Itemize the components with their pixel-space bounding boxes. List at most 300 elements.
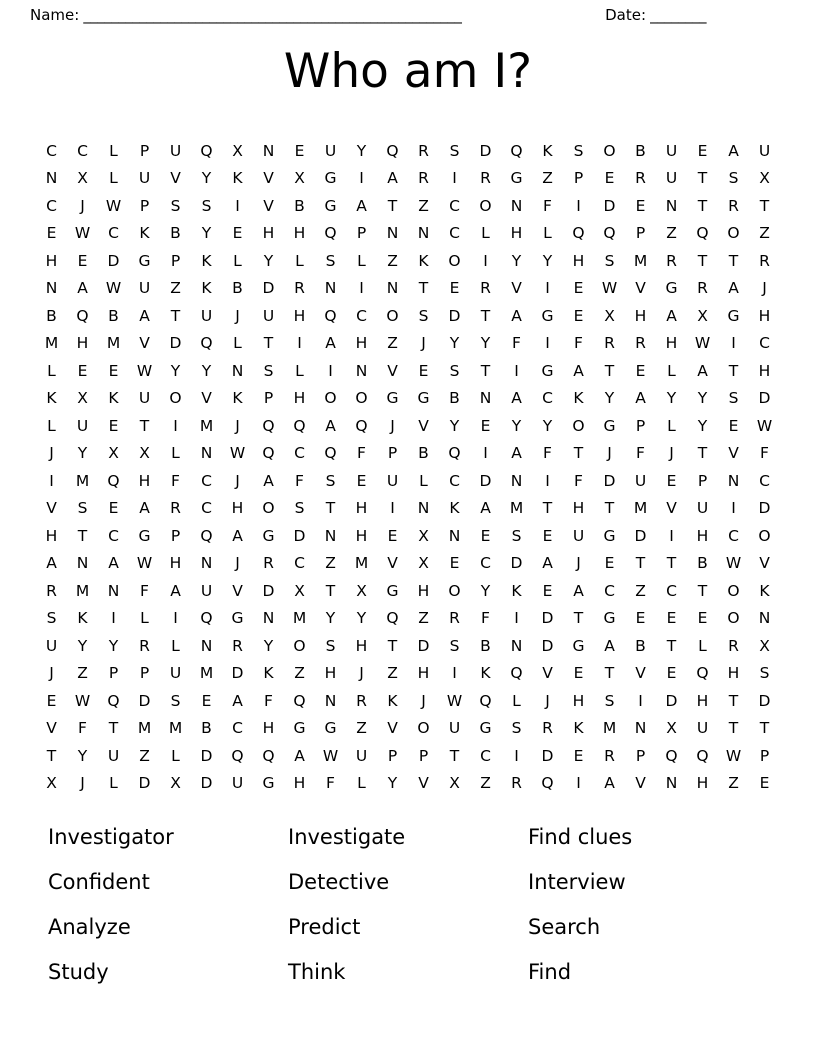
grid-cell[interactable]: G <box>603 609 616 628</box>
grid-cell[interactable]: N <box>107 581 120 600</box>
grid-cell[interactable]: E <box>697 141 708 160</box>
grid-cell[interactable]: E <box>449 554 460 573</box>
grid-cell[interactable]: E <box>759 774 770 793</box>
grid-cell[interactable]: A <box>139 499 150 518</box>
grid-cell[interactable]: W <box>756 416 773 435</box>
grid-cell[interactable]: F <box>543 196 552 215</box>
grid-cell[interactable]: I <box>297 334 302 353</box>
grid-cell[interactable]: H <box>572 499 585 518</box>
grid-cell[interactable]: P <box>697 471 708 490</box>
grid-cell[interactable]: E <box>294 141 305 160</box>
grid-cell[interactable]: H <box>76 334 89 353</box>
grid-cell[interactable]: V <box>635 279 646 298</box>
grid-cell[interactable]: A <box>697 361 708 380</box>
grid-cell[interactable]: U <box>355 746 368 765</box>
grid-cell[interactable]: Y <box>77 444 88 463</box>
grid-cell[interactable]: O <box>448 581 461 600</box>
grid-cell[interactable]: A <box>728 279 739 298</box>
grid-cell[interactable]: E <box>356 471 367 490</box>
grid-cell[interactable]: G <box>138 251 151 270</box>
grid-cell[interactable]: D <box>758 389 771 408</box>
grid-cell[interactable]: X <box>139 444 150 463</box>
grid-cell[interactable]: Z <box>418 196 429 215</box>
grid-cell[interactable]: T <box>418 279 429 298</box>
grid-cell[interactable]: E <box>666 609 677 628</box>
grid-cell[interactable]: E <box>46 691 57 710</box>
grid-cell[interactable]: K <box>232 389 243 408</box>
grid-cell[interactable]: X <box>759 169 770 188</box>
grid-cell[interactable]: X <box>697 306 708 325</box>
grid-cell[interactable]: M <box>199 664 214 683</box>
grid-cell[interactable]: U <box>231 774 244 793</box>
grid-cell[interactable]: K <box>449 499 460 518</box>
grid-cell[interactable]: H <box>45 251 58 270</box>
grid-cell[interactable]: M <box>75 581 90 600</box>
grid-cell[interactable]: D <box>231 664 244 683</box>
grid-cell[interactable]: Q <box>510 141 523 160</box>
grid-cell[interactable]: N <box>200 554 213 573</box>
grid-cell[interactable]: I <box>576 196 581 215</box>
grid-cell[interactable]: X <box>449 774 460 793</box>
grid-cell[interactable]: K <box>542 141 553 160</box>
grid-cell[interactable]: A <box>46 554 57 573</box>
grid-cell[interactable]: G <box>572 636 585 655</box>
grid-cell[interactable]: W <box>725 554 742 573</box>
grid-cell[interactable]: M <box>168 719 183 738</box>
grid-cell[interactable]: X <box>356 581 367 600</box>
grid-cell[interactable]: W <box>136 361 153 380</box>
grid-cell[interactable]: V <box>542 664 553 683</box>
grid-cell[interactable]: T <box>77 526 88 545</box>
grid-cell[interactable]: Q <box>386 141 399 160</box>
grid-cell[interactable]: X <box>294 169 305 188</box>
grid-cell[interactable]: I <box>483 444 488 463</box>
grid-cell[interactable]: M <box>199 416 214 435</box>
grid-cell[interactable]: C <box>480 746 491 765</box>
grid-cell[interactable]: T <box>759 719 770 738</box>
grid-cell[interactable]: D <box>200 746 213 765</box>
grid-cell[interactable]: U <box>696 719 709 738</box>
word-list-item[interactable]: Search <box>528 915 601 939</box>
grid-cell[interactable]: Y <box>201 361 212 380</box>
grid-cell[interactable]: A <box>387 169 398 188</box>
word-list-item[interactable]: Analyze <box>48 915 131 939</box>
grid-cell[interactable]: T <box>697 196 708 215</box>
grid-cell[interactable]: S <box>418 306 429 325</box>
grid-cell[interactable]: S <box>294 499 305 518</box>
grid-cell[interactable]: Q <box>696 746 709 765</box>
grid-cell[interactable]: O <box>324 389 337 408</box>
grid-cell[interactable]: X <box>418 526 429 545</box>
grid-cell[interactable]: E <box>635 361 646 380</box>
grid-cell[interactable]: F <box>264 691 273 710</box>
grid-cell[interactable]: D <box>448 306 461 325</box>
grid-cell[interactable]: B <box>480 636 491 655</box>
grid-cell[interactable]: L <box>295 361 304 380</box>
grid-cell[interactable]: A <box>325 334 336 353</box>
grid-cell[interactable]: E <box>108 499 119 518</box>
grid-cell[interactable]: V <box>46 719 57 738</box>
grid-cell[interactable]: K <box>573 389 584 408</box>
grid-cell[interactable]: N <box>324 691 337 710</box>
grid-cell[interactable]: P <box>387 444 398 463</box>
grid-cell[interactable]: T <box>635 554 646 573</box>
grid-cell[interactable]: F <box>760 444 769 463</box>
grid-cell[interactable]: H <box>417 581 430 600</box>
grid-cell[interactable]: V <box>666 499 677 518</box>
grid-cell[interactable]: G <box>541 361 554 380</box>
grid-cell[interactable]: T <box>170 306 181 325</box>
grid-cell[interactable]: B <box>232 279 243 298</box>
grid-cell[interactable]: H <box>727 664 740 683</box>
grid-cell[interactable]: N <box>324 279 337 298</box>
grid-cell[interactable]: Z <box>542 169 553 188</box>
grid-cell[interactable]: B <box>449 389 460 408</box>
grid-cell[interactable]: H <box>417 664 430 683</box>
grid-cell[interactable]: T <box>480 306 491 325</box>
grid-cell[interactable]: E <box>573 746 584 765</box>
grid-cell[interactable]: D <box>293 526 306 545</box>
grid-cell[interactable]: A <box>232 526 243 545</box>
grid-cell[interactable]: L <box>357 774 366 793</box>
grid-cell[interactable]: A <box>325 416 336 435</box>
grid-cell[interactable]: M <box>75 471 90 490</box>
grid-cell[interactable]: I <box>638 691 643 710</box>
grid-cell[interactable]: C <box>480 554 491 573</box>
grid-cell[interactable]: G <box>603 416 616 435</box>
grid-cell[interactable]: D <box>107 251 120 270</box>
grid-cell[interactable]: H <box>634 306 647 325</box>
grid-cell[interactable]: V <box>387 554 398 573</box>
grid-cell[interactable]: S <box>325 636 336 655</box>
grid-cell[interactable]: B <box>201 719 212 738</box>
grid-cell[interactable]: J <box>545 691 550 710</box>
grid-cell[interactable]: H <box>572 691 585 710</box>
grid-cell[interactable]: O <box>727 224 740 243</box>
grid-cell[interactable]: N <box>634 719 647 738</box>
grid-cell[interactable]: S <box>573 141 584 160</box>
grid-cell[interactable]: N <box>262 609 275 628</box>
grid-cell[interactable]: T <box>542 499 553 518</box>
grid-cell[interactable]: A <box>728 141 739 160</box>
grid-cell[interactable]: F <box>481 609 490 628</box>
grid-cell[interactable]: F <box>543 444 552 463</box>
grid-cell[interactable]: F <box>574 334 583 353</box>
grid-cell[interactable]: D <box>417 636 430 655</box>
grid-cell[interactable]: U <box>138 279 151 298</box>
grid-cell[interactable]: A <box>573 361 584 380</box>
grid-cell[interactable]: V <box>728 444 739 463</box>
grid-cell[interactable]: A <box>511 444 522 463</box>
grid-cell[interactable]: T <box>728 361 739 380</box>
grid-cell[interactable]: S <box>511 719 522 738</box>
grid-cell[interactable]: E <box>635 196 646 215</box>
grid-cell[interactable]: L <box>295 251 304 270</box>
grid-cell[interactable]: Y <box>108 636 119 655</box>
grid-cell[interactable]: Q <box>262 444 275 463</box>
grid-cell[interactable]: I <box>483 251 488 270</box>
grid-cell[interactable]: D <box>262 279 275 298</box>
grid-cell[interactable]: U <box>324 141 337 160</box>
grid-cell[interactable]: I <box>545 334 550 353</box>
grid-cell[interactable]: E <box>108 416 119 435</box>
word-list-item[interactable]: Interview <box>528 870 626 894</box>
grid-cell[interactable]: H <box>355 526 368 545</box>
grid-cell[interactable]: Y <box>604 389 615 408</box>
grid-cell[interactable]: F <box>140 581 149 600</box>
grid-cell[interactable]: I <box>328 361 333 380</box>
grid-cell[interactable]: K <box>263 664 274 683</box>
grid-cell[interactable]: Y <box>449 334 460 353</box>
grid-cell[interactable]: Q <box>200 334 213 353</box>
grid-cell[interactable]: G <box>417 389 430 408</box>
grid-cell[interactable]: R <box>635 169 646 188</box>
grid-cell[interactable]: S <box>449 361 460 380</box>
grid-cell[interactable]: T <box>480 361 491 380</box>
grid-cell[interactable]: C <box>108 526 119 545</box>
grid-cell[interactable]: C <box>46 196 57 215</box>
grid-cell[interactable]: R <box>356 691 367 710</box>
grid-cell[interactable]: S <box>759 664 770 683</box>
grid-cell[interactable]: X <box>46 774 57 793</box>
grid-cell[interactable]: T <box>728 691 739 710</box>
grid-cell[interactable]: X <box>418 554 429 573</box>
grid-cell[interactable]: O <box>603 141 616 160</box>
grid-cell[interactable]: Q <box>696 224 709 243</box>
grid-cell[interactable]: W <box>105 196 122 215</box>
grid-cell[interactable]: G <box>603 526 616 545</box>
grid-cell[interactable]: J <box>80 196 85 215</box>
grid-cell[interactable]: T <box>604 664 615 683</box>
grid-cell[interactable]: Z <box>139 746 150 765</box>
grid-cell[interactable]: A <box>294 746 305 765</box>
grid-cell[interactable]: T <box>325 581 336 600</box>
grid-cell[interactable]: C <box>201 471 212 490</box>
grid-cell[interactable]: K <box>387 691 398 710</box>
grid-cell[interactable]: S <box>728 169 739 188</box>
grid-cell[interactable]: I <box>359 279 364 298</box>
grid-cell[interactable]: D <box>138 774 151 793</box>
grid-cell[interactable]: I <box>514 609 519 628</box>
grid-cell[interactable]: P <box>356 224 367 243</box>
grid-cell[interactable]: N <box>45 169 58 188</box>
grid-cell[interactable]: L <box>171 636 180 655</box>
grid-cell[interactable]: E <box>635 609 646 628</box>
grid-cell[interactable]: B <box>108 306 119 325</box>
grid-cell[interactable]: E <box>542 581 553 600</box>
grid-cell[interactable]: B <box>294 196 305 215</box>
grid-cell[interactable]: Z <box>170 279 181 298</box>
grid-cell[interactable]: K <box>573 719 584 738</box>
grid-cell[interactable]: S <box>77 499 88 518</box>
grid-cell[interactable]: U <box>169 141 182 160</box>
grid-cell[interactable]: J <box>235 554 240 573</box>
grid-cell[interactable]: V <box>139 334 150 353</box>
grid-cell[interactable]: E <box>480 526 491 545</box>
grid-cell[interactable]: E <box>480 416 491 435</box>
grid-cell[interactable]: K <box>201 251 212 270</box>
grid-cell[interactable]: Z <box>480 774 491 793</box>
grid-cell[interactable]: N <box>758 609 771 628</box>
grid-cell[interactable]: K <box>46 389 57 408</box>
grid-cell[interactable]: P <box>418 746 429 765</box>
grid-cell[interactable]: V <box>759 554 770 573</box>
grid-cell[interactable]: D <box>200 774 213 793</box>
grid-cell[interactable]: U <box>634 471 647 490</box>
grid-cell[interactable]: E <box>201 691 212 710</box>
grid-cell[interactable]: G <box>510 169 523 188</box>
grid-cell[interactable]: F <box>357 444 366 463</box>
grid-cell[interactable]: H <box>355 334 368 353</box>
grid-cell[interactable]: R <box>511 774 522 793</box>
grid-cell[interactable]: L <box>109 774 118 793</box>
grid-cell[interactable]: I <box>173 609 178 628</box>
grid-cell[interactable]: Q <box>200 141 213 160</box>
grid-cell[interactable]: G <box>665 279 678 298</box>
grid-cell[interactable]: H <box>138 471 151 490</box>
grid-cell[interactable]: Q <box>293 691 306 710</box>
grid-cell[interactable]: V <box>635 774 646 793</box>
grid-cell[interactable]: O <box>262 499 275 518</box>
grid-cell[interactable]: Q <box>231 746 244 765</box>
grid-cell[interactable]: T <box>697 251 708 270</box>
grid-cell[interactable]: D <box>541 636 554 655</box>
grid-cell[interactable]: Q <box>262 746 275 765</box>
grid-cell[interactable]: M <box>137 719 152 738</box>
grid-cell[interactable]: B <box>635 636 646 655</box>
grid-cell[interactable]: T <box>325 499 336 518</box>
grid-cell[interactable]: A <box>170 581 181 600</box>
grid-cell[interactable]: C <box>604 581 615 600</box>
grid-cell[interactable]: X <box>170 774 181 793</box>
grid-cell[interactable]: E <box>108 361 119 380</box>
grid-cell[interactable]: K <box>418 251 429 270</box>
grid-cell[interactable]: U <box>386 471 399 490</box>
grid-cell[interactable]: H <box>572 251 585 270</box>
grid-cell[interactable]: O <box>169 389 182 408</box>
grid-cell[interactable]: U <box>200 581 213 600</box>
grid-cell[interactable]: D <box>479 471 492 490</box>
grid-cell[interactable]: Q <box>355 416 368 435</box>
grid-cell[interactable]: E <box>232 224 243 243</box>
grid-cell[interactable]: H <box>696 774 709 793</box>
grid-cell[interactable]: Q <box>510 664 523 683</box>
grid-cell[interactable]: D <box>541 609 554 628</box>
grid-cell[interactable]: P <box>170 526 181 545</box>
grid-cell[interactable]: Y <box>697 416 708 435</box>
grid-cell[interactable]: N <box>200 636 213 655</box>
grid-cell[interactable]: Y <box>201 169 212 188</box>
grid-cell[interactable]: T <box>263 334 274 353</box>
grid-cell[interactable]: H <box>324 664 337 683</box>
grid-cell[interactable]: J <box>421 334 426 353</box>
grid-cell[interactable]: P <box>573 169 584 188</box>
grid-cell[interactable]: R <box>480 279 491 298</box>
grid-cell[interactable]: N <box>510 196 523 215</box>
grid-cell[interactable]: Y <box>511 416 522 435</box>
grid-cell[interactable]: T <box>728 251 739 270</box>
date-write-line[interactable]: ________ <box>650 6 706 24</box>
grid-cell[interactable]: T <box>604 361 615 380</box>
grid-cell[interactable]: Q <box>324 444 337 463</box>
grid-cell[interactable]: Q <box>107 471 120 490</box>
grid-cell[interactable]: L <box>667 361 676 380</box>
grid-cell[interactable]: A <box>542 554 553 573</box>
grid-cell[interactable]: M <box>106 334 121 353</box>
grid-cell[interactable]: L <box>481 224 490 243</box>
grid-cell[interactable]: D <box>603 471 616 490</box>
grid-cell[interactable]: E <box>573 664 584 683</box>
grid-cell[interactable]: E <box>449 279 460 298</box>
grid-cell[interactable]: C <box>201 499 212 518</box>
grid-cell[interactable]: K <box>201 279 212 298</box>
grid-cell[interactable]: E <box>77 361 88 380</box>
grid-cell[interactable]: Y <box>263 636 274 655</box>
word-list-item[interactable]: Investigator <box>48 825 174 849</box>
grid-cell[interactable]: D <box>541 746 554 765</box>
grid-cell[interactable]: A <box>573 581 584 600</box>
grid-cell[interactable]: R <box>170 499 181 518</box>
grid-cell[interactable]: V <box>232 581 243 600</box>
grid-cell[interactable]: M <box>602 719 617 738</box>
grid-cell[interactable]: Y <box>511 251 522 270</box>
grid-cell[interactable]: L <box>109 141 118 160</box>
grid-cell[interactable]: S <box>604 251 615 270</box>
grid-cell[interactable]: D <box>634 526 647 545</box>
grid-cell[interactable]: R <box>418 169 429 188</box>
grid-cell[interactable]: H <box>293 774 306 793</box>
grid-cell[interactable]: H <box>758 361 771 380</box>
grid-cell[interactable]: L <box>512 691 521 710</box>
grid-cell[interactable]: D <box>479 141 492 160</box>
grid-cell[interactable]: R <box>294 279 305 298</box>
grid-cell[interactable]: L <box>233 251 242 270</box>
grid-cell[interactable]: H <box>262 224 275 243</box>
grid-cell[interactable]: T <box>449 746 460 765</box>
grid-cell[interactable]: S <box>170 691 181 710</box>
grid-cell[interactable]: H <box>696 526 709 545</box>
grid-cell[interactable]: J <box>390 416 395 435</box>
grid-cell[interactable]: V <box>635 664 646 683</box>
grid-cell[interactable]: W <box>136 554 153 573</box>
grid-cell[interactable]: G <box>727 306 740 325</box>
grid-cell[interactable]: T <box>604 499 615 518</box>
grid-cell[interactable]: C <box>46 141 57 160</box>
grid-cell[interactable]: E <box>697 609 708 628</box>
grid-cell[interactable]: G <box>479 719 492 738</box>
grid-cell[interactable]: H <box>169 554 182 573</box>
grid-cell[interactable]: Y <box>170 361 181 380</box>
grid-cell[interactable]: O <box>448 251 461 270</box>
grid-cell[interactable]: C <box>294 444 305 463</box>
grid-cell[interactable]: Z <box>635 581 646 600</box>
word-list-item[interactable]: Predict <box>288 915 361 939</box>
grid-cell[interactable]: X <box>294 581 305 600</box>
grid-cell[interactable]: N <box>665 774 678 793</box>
grid-cell[interactable]: R <box>697 279 708 298</box>
grid-cell[interactable]: I <box>545 471 550 490</box>
grid-cell[interactable]: U <box>262 306 275 325</box>
grid-cell[interactable]: E <box>604 169 615 188</box>
grid-cell[interactable]: G <box>138 526 151 545</box>
grid-cell[interactable]: H <box>758 306 771 325</box>
grid-cell[interactable]: G <box>231 609 244 628</box>
grid-cell[interactable]: O <box>758 526 771 545</box>
grid-cell[interactable]: R <box>46 581 57 600</box>
grid-cell[interactable]: R <box>604 334 615 353</box>
grid-cell[interactable]: X <box>604 306 615 325</box>
grid-cell[interactable]: I <box>452 664 457 683</box>
